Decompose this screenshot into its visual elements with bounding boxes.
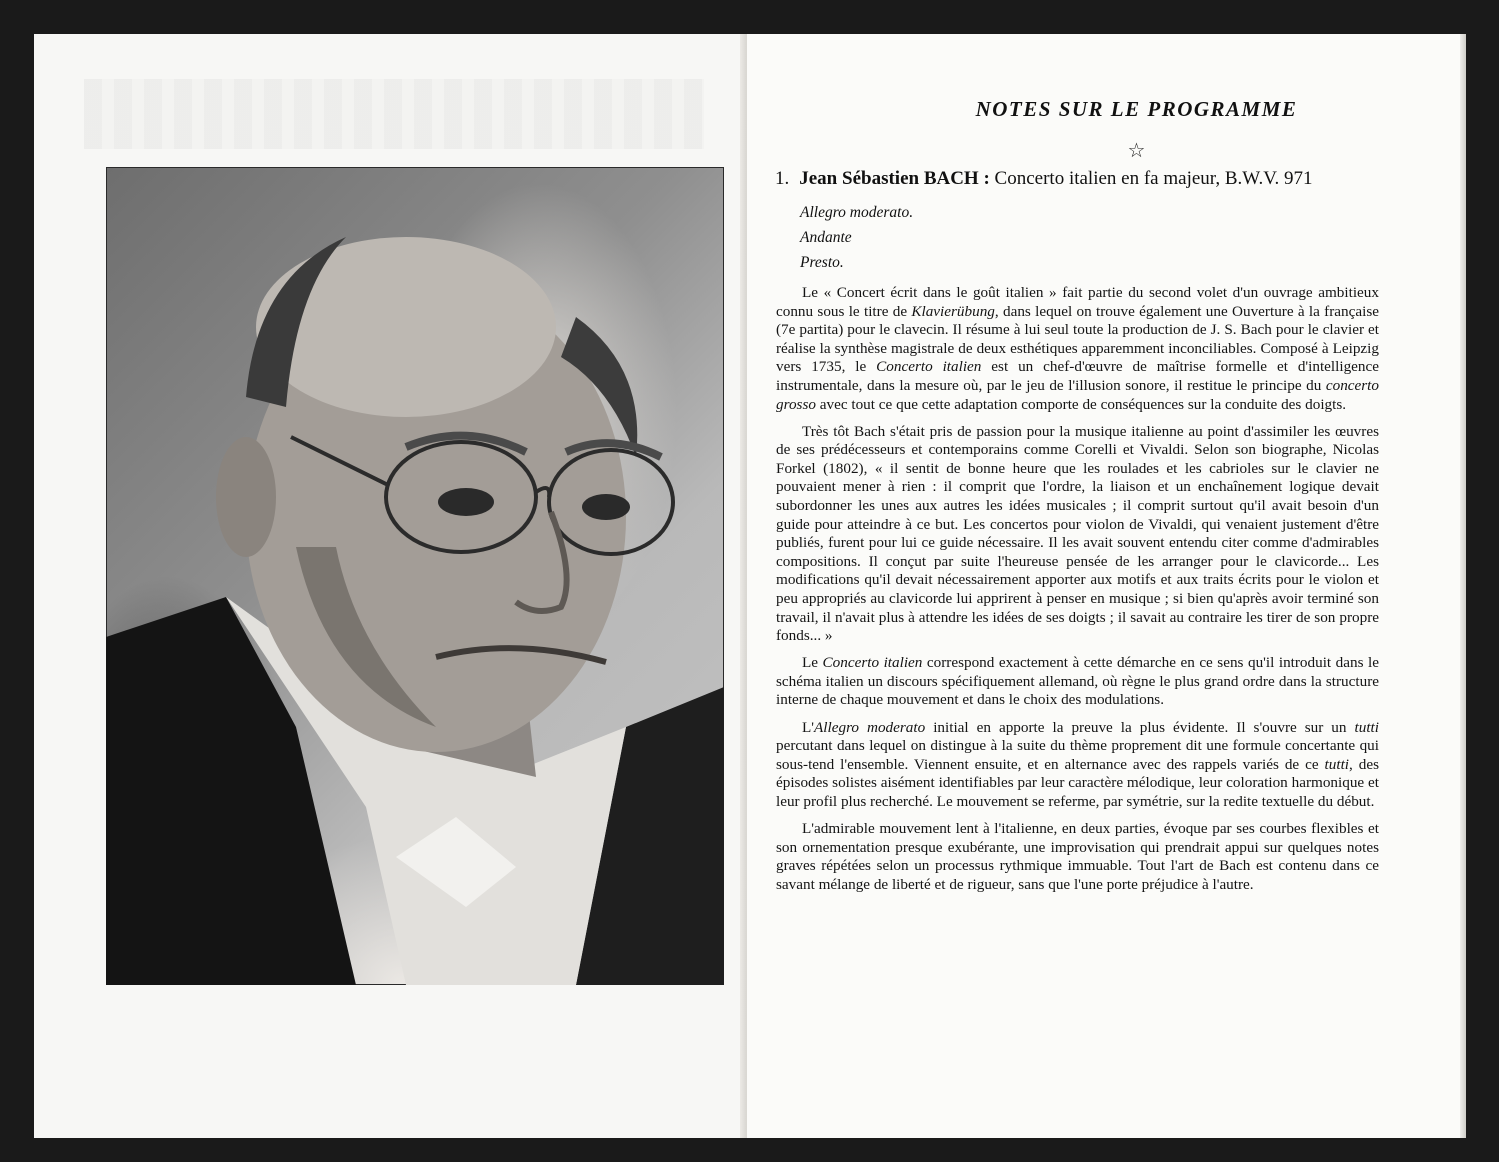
- text-run: L'admirable mouvement lent à l'italienne, en deux parties, évoque par ses courbes flexibles et son ornementation presque exubérante, une improvisation qui prendrait appui sur quelques notes graves répétées selon un processus rythmique immuable. Tout l'art de Bach est contenu dans ce savant mélange de liberté et de rigueur, sans que l'une porte préjudice à l'autre.: [776, 820, 1379, 893]
- bleed-through-band: [84, 79, 704, 149]
- text-run: L': [802, 718, 815, 736]
- paragraph: [776, 423, 1379, 646]
- portrait-illustration: [106, 167, 724, 985]
- piece-heading: [775, 168, 1415, 190]
- star-ornament: ☆: [1127, 138, 1146, 162]
- text-run: Très tôt Bach s'était pris de passion pour la musique italienne au point d'assimiler les œuvres de ses prédécesseurs et contemporains comme Corelli et Vivaldi. Selon son biographe, Nicolas Forkel (1802), « il sentit de bonne heure que les roulades et les cabrioles sur le clavier ne pouvaient mener à rien : il comprit que l'ordre, la liaison et un enchaînement logique devait subordonner les unes aux autres les idées musicales ; il comprit surtout qu'il avait besoin d'un guide pour atteindre à ce but. Les concertos pour violon de Vivaldi, qui venaient justement d'être publiés, furent pour lui ce guide nécessaire. Il les avait souvent entendu citer comme d'admirables compositions. Il conçut par suite l'heureuse pensée de les arranger pour le clavicorde... Les modifications qu'il devait nécessairement apporter aux motifs et aux traits écrits pour le violon et peu appropriés au clavicorde lui apprirent à penser en musique ; si bien qu'après avoir terminé son travail, il n'avait plus à attendre les idées de ses doigts ; il savait au contraire les tirer de son propre fonds... »: [776, 422, 1379, 645]
- program-notes-body: [776, 284, 1379, 903]
- italic-run: Concerto italien: [876, 358, 982, 376]
- italic-run: Klavierübung: [911, 302, 995, 320]
- italic-run: Allegro moderato: [814, 718, 926, 736]
- italic-run: tutti: [1354, 718, 1379, 736]
- paragraph: [776, 284, 1379, 414]
- bleed-through-text: [234, 1024, 654, 1099]
- paragraph: [776, 719, 1379, 812]
- movement-item: Allegro moderato.: [800, 204, 914, 221]
- left-page: [34, 34, 747, 1138]
- italic-run: Concerto italien: [822, 654, 923, 672]
- portrait-photo: [106, 167, 724, 985]
- text-run: est un chef-d'œuvre de maîtrise formelle et d'intelligence instrumentale, dans la mesure où, par le jeu de l'illusion sonore, il restitue le principe du: [776, 358, 1379, 394]
- section-title: NOTES SUR LE PROGRAMME: [975, 97, 1298, 121]
- movement-list: [800, 204, 913, 279]
- text-run: initial en apporte la preuve la plus évidente. Il s'ouvre sur un: [925, 718, 1355, 736]
- text-run: correspond exactement à cette démarche en ce sens qu'il introduit dans le schéma italien un discours spécifiquement allemand, où règne le plus grand ordre dans la structure interne de chaque mouvement et dans le choix des modulations.: [776, 654, 1379, 709]
- italic-run: tutti: [1324, 755, 1350, 773]
- text-run: Le « Concert écrit dans le goût italien » fait partie du second volet d'un ouvrage ambitieux connu sous le titre de: [776, 284, 1379, 320]
- page-edge: [1460, 34, 1466, 1138]
- piece-composer: Jean Sébastien BACH :: [799, 168, 990, 189]
- piece-title: Concerto italien en fa majeur, B.W.V. 971: [994, 168, 1313, 189]
- italic-run: concerto grosso: [776, 376, 1379, 413]
- text-run: , des épisodes solistes aisément identifiables par leur caractère mélodique, leur coloration harmonique et leur profil plus recherché. Le mouvement se referme, par symétrie, sur la redite textuelle du début.: [776, 755, 1379, 810]
- text-run: , dans lequel on trouve également une Ouverture à la française (7e partita) pour le clavecin. Il résume à lui seul toute la production de J. S. Bach pour le clavier et réalise la synthèse magistrale de deux esthétiques apparemment inconciliables. Composé à Leipzig vers 1735, le: [776, 302, 1379, 376]
- paragraph: [776, 654, 1379, 710]
- paragraph: [776, 820, 1379, 894]
- movement-item: Andante: [800, 229, 852, 246]
- text-run: Le: [802, 654, 823, 672]
- piece-number: 1.: [775, 168, 790, 189]
- text-run: avec tout ce que cette adaptation comporte de conséquences sur la conduite des doigts.: [815, 395, 1347, 413]
- text-run: percutant dans lequel on distingue à la suite du thème proprement dit une formule concertante qui sous-tend l'ensemble. Viennent ensuite, et en alternance avec des rappels variés de ce: [776, 737, 1379, 773]
- movement-item: Presto.: [800, 254, 844, 271]
